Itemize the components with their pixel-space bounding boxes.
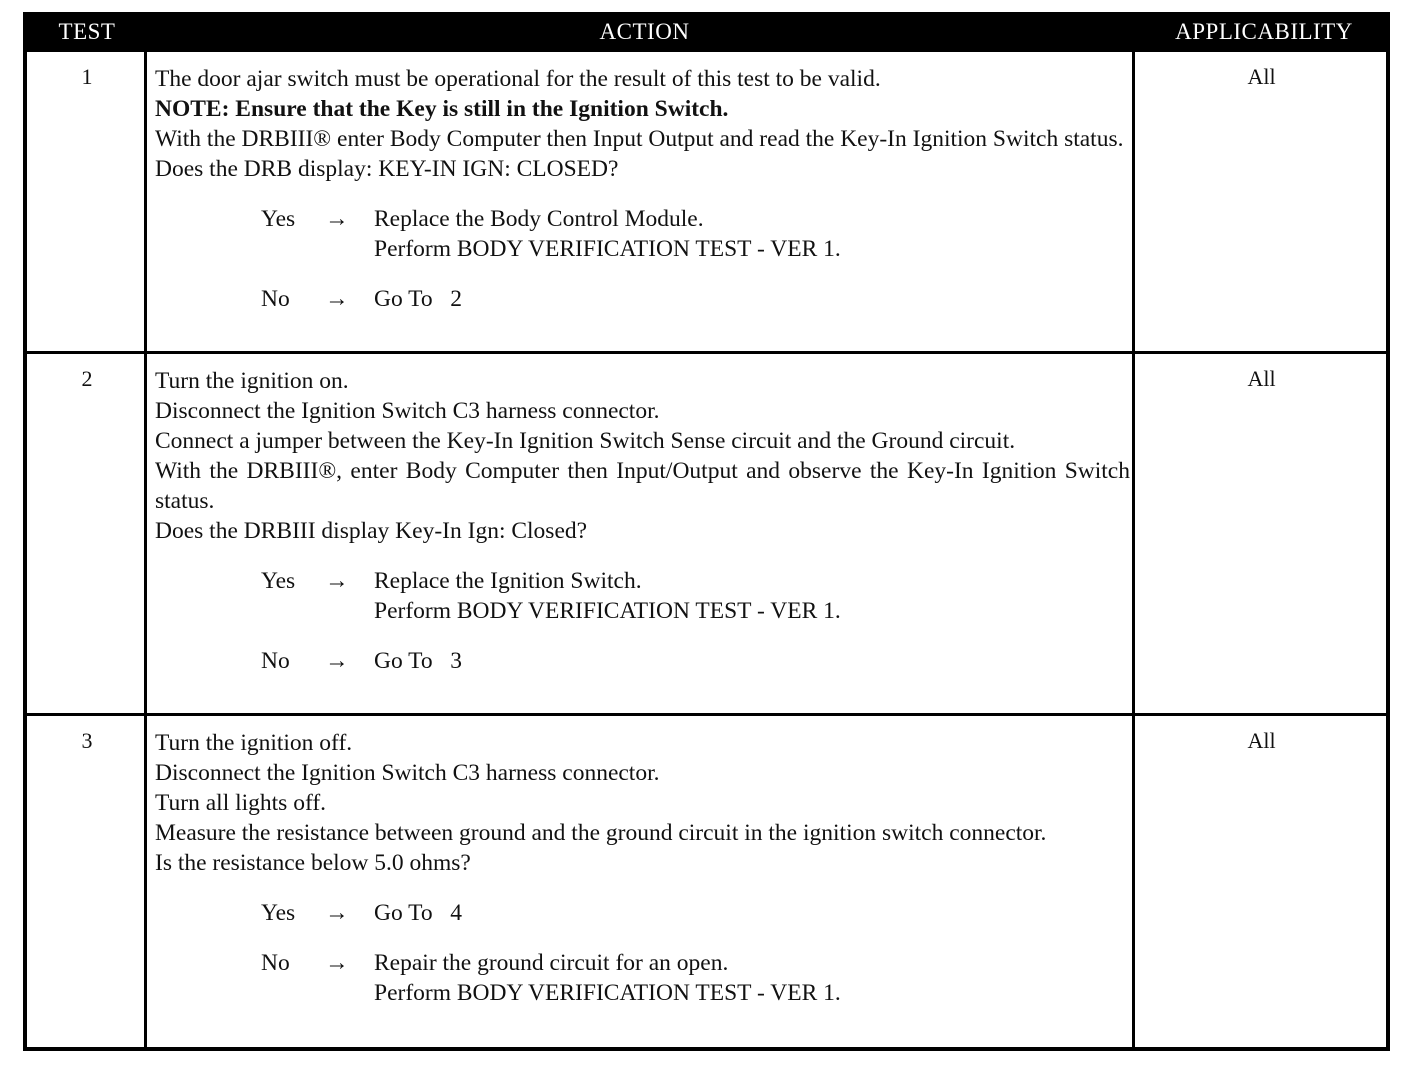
action-line: Disconnect the Ignition Switch C3 harness connector. <box>155 760 660 786</box>
result-line: Go To 2 <box>374 286 463 312</box>
action-line: The door ajar switch must be operational for the result of this test to be valid. <box>155 66 881 92</box>
yes-label: Yes <box>261 568 296 594</box>
action-cell <box>155 366 1130 676</box>
no-result <box>374 646 462 676</box>
yes-outcome <box>155 898 1130 928</box>
yes-result <box>374 898 462 928</box>
table-row <box>27 716 1386 1047</box>
result-line: Replace the Ignition Switch. <box>374 568 642 594</box>
no-outcome <box>155 948 1130 1008</box>
yes-result <box>374 204 841 264</box>
yes-label: Yes <box>261 900 296 926</box>
no-label: No <box>261 286 290 312</box>
result-line: Perform BODY VERIFICATION TEST - VER 1. <box>374 236 841 262</box>
action-line: Disconnect the Ignition Switch C3 harness connector. <box>155 398 660 424</box>
applicability-value: All <box>1247 728 1276 753</box>
action-line: Measure the resistance between ground and the ground circuit in the ignition switch connector. <box>155 820 1047 846</box>
diagnostic-test-table <box>23 12 1390 1051</box>
result-line: Perform BODY VERIFICATION TEST - VER 1. <box>374 598 841 624</box>
yes-result <box>374 566 841 626</box>
right-arrow-icon: → <box>325 648 349 674</box>
right-arrow-icon: → <box>325 206 349 232</box>
test-number: 3 <box>81 728 93 753</box>
action-line: Turn the ignition off. <box>155 730 353 756</box>
action-cell <box>155 728 1130 1008</box>
applicability-value: All <box>1247 366 1276 391</box>
result-line: Replace the Body Control Module. <box>374 206 704 232</box>
action-line: Does the DRBIII display Key-In Ign: Closed? <box>155 518 588 544</box>
yes-outcome <box>155 566 1130 626</box>
action-line: With the DRBIII®, enter Body Computer then Input/Output and observe the Key-In Ignition Switch status. <box>155 458 1130 514</box>
right-arrow-icon: → <box>325 568 349 594</box>
result-line: Go To 4 <box>374 900 463 926</box>
result-line: Repair the ground circuit for an open. <box>374 950 729 976</box>
action-cell <box>155 64 1130 314</box>
header-test: TEST <box>58 19 116 44</box>
right-arrow-icon: → <box>325 286 349 312</box>
no-label: No <box>261 950 290 976</box>
test-number: 1 <box>81 64 93 89</box>
action-line: Does the DRB display: KEY-IN IGN: CLOSED? <box>155 156 619 182</box>
table-row <box>27 52 1386 354</box>
right-arrow-icon: → <box>325 900 349 926</box>
table-header <box>23 12 1390 52</box>
yes-label: Yes <box>261 206 296 232</box>
action-line: With the DRBIII® enter Body Computer then Input Output and read the Key-In Ignition Switch status. <box>155 126 1124 152</box>
no-label: No <box>261 648 290 674</box>
yes-outcome <box>155 204 1130 264</box>
no-outcome <box>155 284 1130 314</box>
action-line: Turn the ignition on. <box>155 368 349 394</box>
action-line: Turn all lights off. <box>155 790 327 816</box>
no-result <box>374 948 841 1008</box>
result-line: Go To 3 <box>374 648 463 674</box>
right-arrow-icon: → <box>325 950 349 976</box>
header-applicability: APPLICABILITY <box>1175 19 1353 44</box>
note-line: NOTE: Ensure that the Key is still in the Ignition Switch. <box>155 96 729 122</box>
no-outcome <box>155 646 1130 676</box>
table-row <box>27 354 1386 716</box>
test-number: 2 <box>81 366 93 391</box>
result-line: Perform BODY VERIFICATION TEST - VER 1. <box>374 980 841 1006</box>
action-line: Connect a jumper between the Key-In Ignition Switch Sense circuit and the Ground circuit. <box>155 428 1016 454</box>
no-result <box>374 284 462 314</box>
action-line: Is the resistance below 5.0 ohms? <box>155 850 471 876</box>
applicability-value: All <box>1247 64 1276 89</box>
header-action: ACTION <box>599 19 690 44</box>
